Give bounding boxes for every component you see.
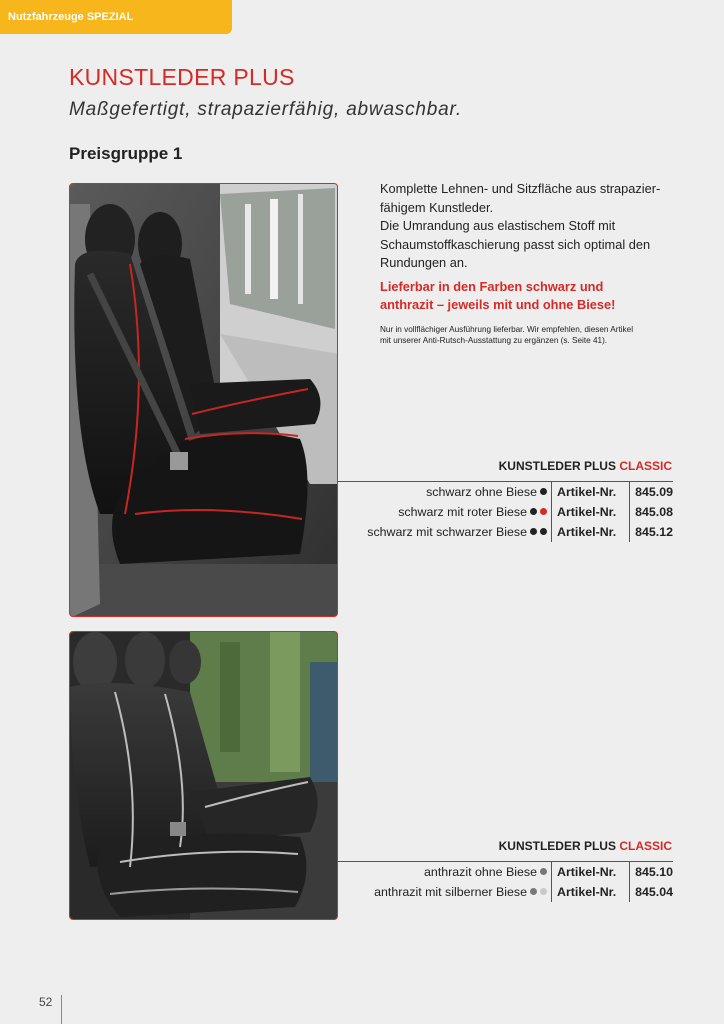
variant-name-cell [338, 862, 552, 883]
article-label: Artikel-Nr. [552, 482, 630, 503]
article-label: Artikel-Nr. [552, 862, 630, 883]
table-row [338, 882, 673, 902]
description-line: Schaumstoffkaschierung passt sich optimal den [380, 236, 651, 252]
availability-highlight [380, 278, 680, 315]
page-number: 52 [39, 995, 53, 1009]
color-dot-icon [540, 508, 547, 515]
variant-table-black [338, 481, 673, 542]
article-number: 845.10 [630, 862, 674, 883]
color-dot-icon [530, 508, 537, 515]
description-line: Rundungen an. [380, 255, 468, 270]
variant-table-title [499, 459, 672, 473]
variant-name-cell [338, 482, 552, 503]
product-title: KUNSTLEDER PLUS [69, 64, 295, 90]
availability-note [380, 324, 680, 347]
variant-name: schwarz ohne Biese [426, 485, 537, 499]
table-row [338, 522, 673, 542]
description-line: fähigem Kunstleder. [380, 199, 494, 215]
article-number: 845.12 [635, 525, 673, 539]
variant-name-cell [338, 502, 552, 522]
article-label: Artikel-Nr. [552, 502, 630, 522]
table-row [338, 862, 673, 883]
price-group-heading: Preisgruppe 1 [69, 144, 183, 163]
article-label: Artikel-Nr. [552, 882, 630, 902]
table-title-accent: CLASSIC [619, 459, 672, 473]
article-number: 845.04 [635, 885, 673, 899]
variant-name: schwarz mit schwarzer Biese [367, 525, 527, 539]
note-line: Nur in vollflächiger Ausführung lieferbar. Wir empfehlen, diesen Artikel [380, 324, 634, 334]
variant-table-anthracite [338, 861, 673, 902]
table-row [338, 482, 673, 503]
article-label: Artikel-Nr. [552, 522, 630, 542]
color-dot-icon [540, 888, 547, 895]
variant-table-title [499, 839, 672, 853]
variant-name: schwarz mit roter Biese [398, 505, 527, 519]
highlight-line: Lieferbar in den Farben schwarz und [380, 278, 604, 294]
page-number-divider [61, 995, 62, 1024]
description-line: Komplette Lehnen- und Sitzfläche aus strapazier- [380, 181, 661, 196]
variant-name: anthrazit ohne Biese [424, 865, 537, 879]
color-dot-icon [540, 488, 547, 495]
color-dot-icon [530, 888, 537, 895]
variant-name-cell [338, 882, 552, 902]
note-line: mit unserer Anti-Rutsch-Ausstattung zu ergänzen (s. Seite 41). [380, 336, 608, 345]
product-photo-anthracite-seats [69, 631, 338, 920]
table-row [338, 502, 673, 522]
color-dot-icon [530, 528, 537, 535]
table-title-main: KUNSTLEDER PLUS [498, 459, 616, 473]
description-line: Die Umrandung aus elastischem Stoff mit [380, 218, 616, 233]
article-number: 845.08 [635, 505, 673, 519]
color-dot-icon [540, 528, 547, 535]
product-description [380, 180, 680, 347]
section-tab: Nutzfahrzeuge SPEZIAL [0, 0, 232, 34]
article-number: 845.09 [630, 482, 674, 503]
highlight-line: anthrazit – jeweils mit und ohne Biese! [380, 297, 616, 312]
variant-name-cell [338, 522, 552, 542]
color-dot-icon [540, 868, 547, 875]
product-subtitle: Maßgefertigt, strapazierfähig, abwaschbar. [69, 99, 463, 120]
table-title-main: KUNSTLEDER PLUS [498, 839, 616, 853]
variant-name: anthrazit mit silberner Biese [374, 885, 527, 899]
table-title-accent: CLASSIC [619, 839, 672, 853]
product-photo-black-seats [69, 183, 338, 617]
